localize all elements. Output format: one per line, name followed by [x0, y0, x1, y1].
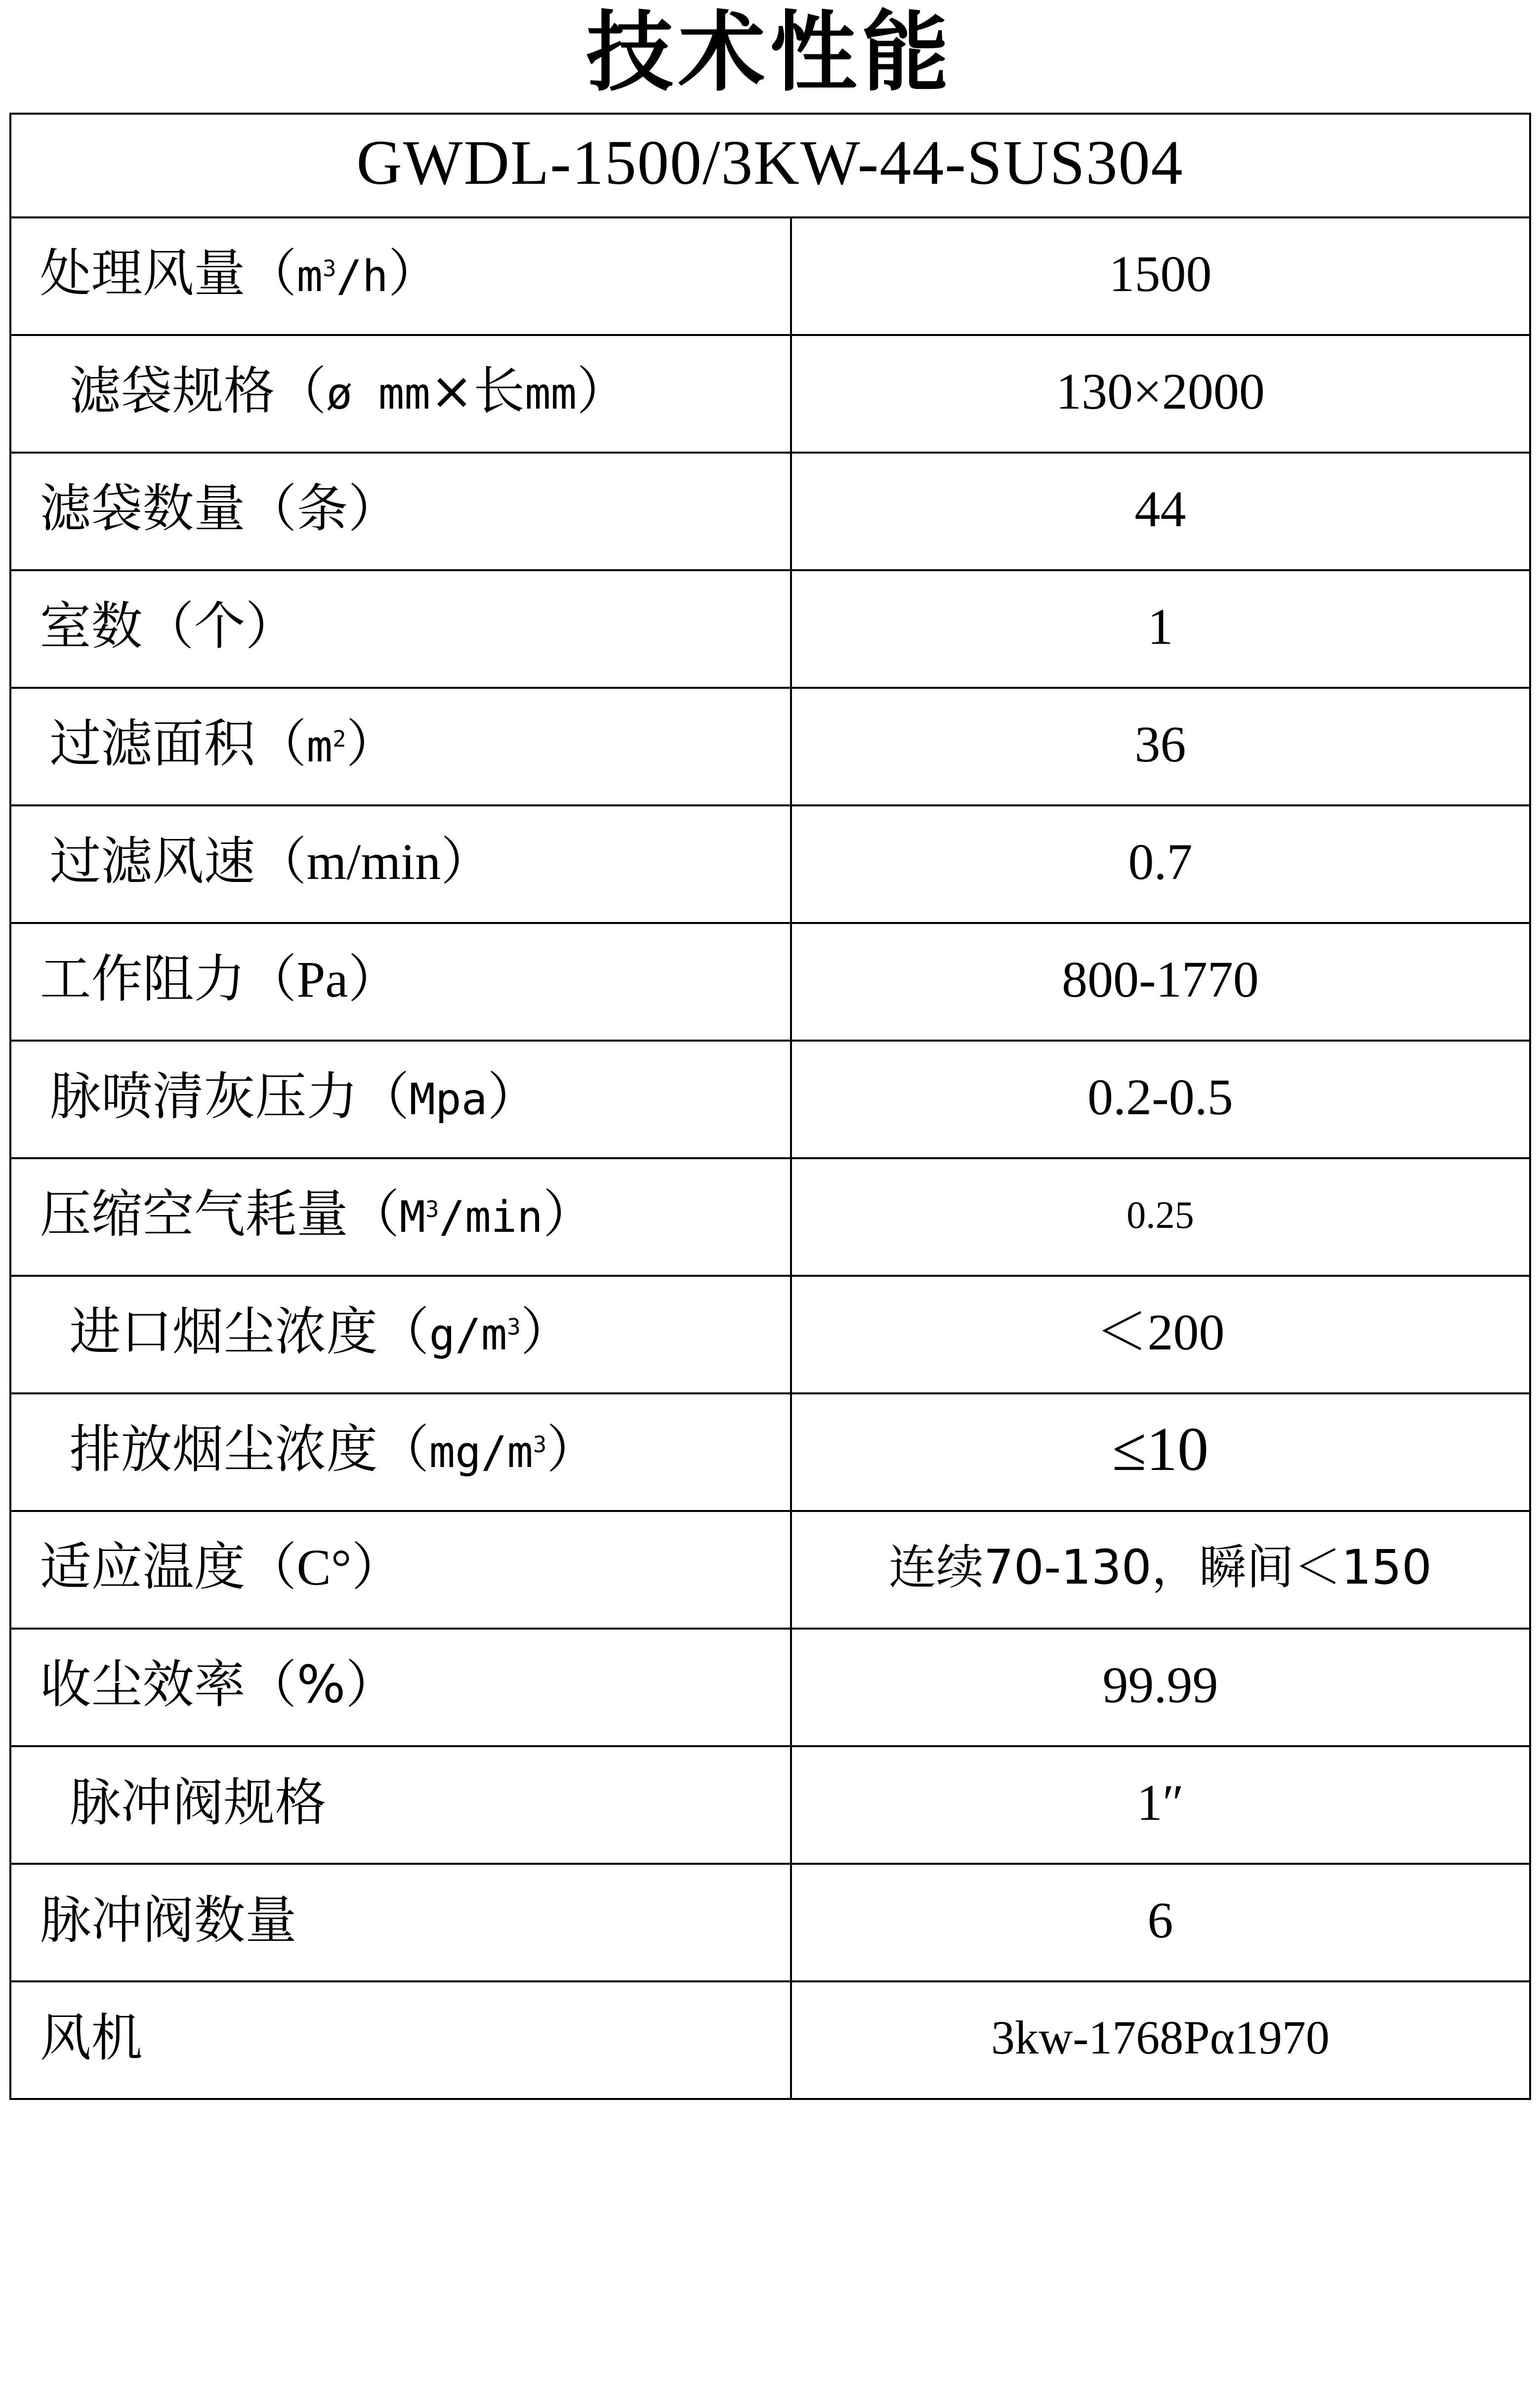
- row-value: 99.99: [791, 1629, 1530, 1746]
- row-value: 44: [791, 453, 1530, 570]
- row-label-text: 适应温度: [40, 1537, 246, 1597]
- row-label-text: 排放烟尘浓度: [69, 1419, 378, 1480]
- row-value: ＜200: [791, 1276, 1530, 1393]
- row-label: 处理风量$(m^3/h)$: [10, 217, 791, 335]
- row-label: 滤袋规格（ø mm×长mm）: [10, 335, 791, 453]
- row-value: 36: [791, 688, 1530, 805]
- model-number: GWDL-1500/3KW-44-SUS304: [10, 114, 1530, 217]
- row-value: 0.25: [791, 1158, 1530, 1276]
- row-value: 1500: [791, 217, 1530, 335]
- row-label: 工作阻力（Pa）: [10, 923, 791, 1041]
- row-label: 室数（个）: [10, 570, 791, 688]
- table-row: [10, 1158, 1530, 1276]
- row-label-text: 工作阻力: [40, 949, 246, 1009]
- row-value: 6: [791, 1864, 1530, 1981]
- table-row: [10, 1629, 1530, 1746]
- row-label-text: 滤袋规格: [69, 361, 275, 421]
- table-row: [10, 1981, 1530, 2099]
- table-row: [10, 923, 1530, 1041]
- row-label: 脉冲阀数量: [10, 1864, 791, 1981]
- row-label: 过滤风速（m/min）: [10, 805, 791, 923]
- table-row: [10, 453, 1530, 570]
- row-label: 脉喷清灰压力（Mpa）: [10, 1041, 791, 1158]
- table-row-model: [10, 114, 1530, 217]
- table-row: [10, 1041, 1530, 1158]
- row-value: 0.2-0.5: [791, 1041, 1530, 1158]
- row-label-text: 过滤风速: [49, 831, 255, 892]
- table-row: [10, 217, 1530, 335]
- row-label: 压缩空气耗量$(M^3/\min)$: [10, 1158, 791, 1276]
- row-label-text: 脉喷清灰压力: [49, 1066, 358, 1127]
- page-title: 技术性能: [586, 2, 954, 103]
- table-row: [10, 1393, 1530, 1511]
- row-label: 排放烟尘浓度$(mg/m^3)$: [10, 1393, 791, 1511]
- row-value: 800-1770: [791, 923, 1530, 1041]
- technical-specification-table: [9, 113, 1531, 2100]
- table-row: [10, 805, 1530, 923]
- row-value: 连续70-130，瞬间＜150: [791, 1511, 1530, 1629]
- row-value: 3kw-1768Pα1970: [791, 1981, 1530, 2099]
- row-value: ≤10: [791, 1393, 1530, 1511]
- table-row: [10, 570, 1530, 688]
- row-label-text: 滤袋数量: [40, 478, 246, 539]
- table-row: [10, 688, 1530, 805]
- row-value: 1: [791, 570, 1530, 688]
- row-label-text: 过滤面积: [49, 713, 255, 774]
- row-label-text: 收尘效率: [40, 1654, 246, 1715]
- row-label: 脉冲阀规格: [10, 1746, 791, 1864]
- table-row: [10, 1746, 1530, 1864]
- row-value: 0.7: [791, 805, 1530, 923]
- row-label: 过滤面积$(m^2)$: [10, 688, 791, 805]
- table-row: [10, 1276, 1530, 1393]
- row-label-text: 处理风量: [40, 243, 246, 304]
- row-label-text: 进口烟尘浓度: [69, 1301, 378, 1362]
- table-row: [10, 1511, 1530, 1629]
- row-value: 130×2000: [791, 335, 1530, 453]
- row-label: 进口烟尘浓度$(g/m^3)$: [10, 1276, 791, 1393]
- row-label: 风机: [10, 1981, 791, 2099]
- row-label: 适应温度（C°）: [10, 1511, 791, 1629]
- row-value: 1″: [791, 1746, 1530, 1864]
- table-row: [10, 1864, 1530, 1981]
- table-row: [10, 335, 1530, 453]
- row-label: 滤袋数量（条）: [10, 453, 791, 570]
- row-label: 收尘效率（%）: [10, 1629, 791, 1746]
- row-label-text: 压缩空气耗量: [40, 1184, 348, 1245]
- row-label-text: 室数: [40, 596, 143, 657]
